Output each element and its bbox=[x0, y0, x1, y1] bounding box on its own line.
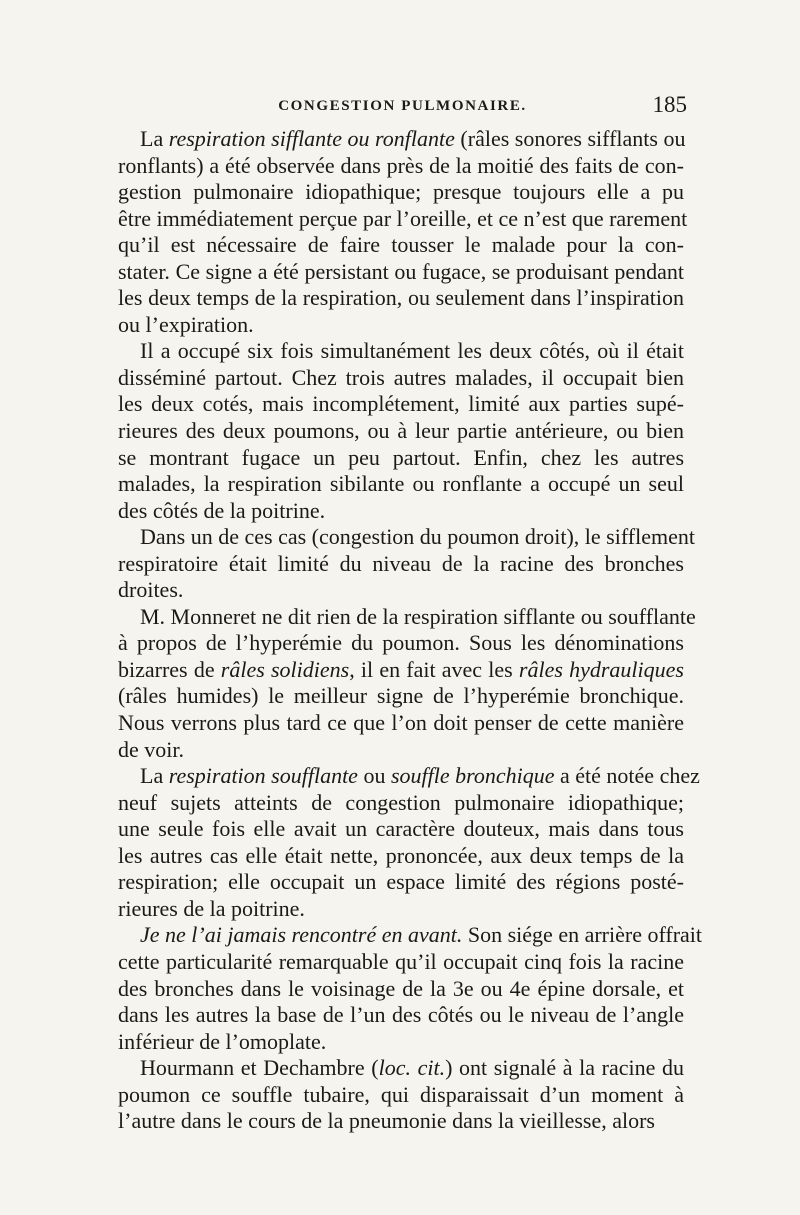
text-line bbox=[118, 524, 695, 551]
text-line bbox=[118, 737, 684, 764]
italic-segment: respiration sifflante ou ronflante bbox=[168, 126, 455, 151]
text-segment: a été notée chez bbox=[554, 763, 700, 789]
text-line bbox=[118, 1029, 684, 1056]
text-segment: bizarres de bbox=[118, 656, 221, 682]
paragraph bbox=[118, 524, 695, 604]
text-segment: , il en fait avec les bbox=[349, 656, 519, 682]
text-line bbox=[118, 577, 684, 604]
text-line bbox=[118, 1002, 684, 1029]
italic-segment: râles hydrauliques bbox=[518, 656, 684, 682]
text-segment: poumon ce souffle tubaire, qui disparaissait d’un moment à bbox=[118, 1081, 684, 1107]
text-segment: être immédiatement perçue par l’oreille, et ce n’est que rarement bbox=[118, 205, 688, 231]
text-segment: respiration; elle occupait un espace limité des régions posté- bbox=[118, 869, 684, 895]
text-line bbox=[118, 976, 684, 1003]
text-line bbox=[118, 179, 684, 206]
text-segment: disséminé partout. Chez trois autres malades, il occupait bien bbox=[118, 364, 684, 390]
text-segment: (râles humides) le meilleur signe de l’hyperémie bronchique. bbox=[118, 683, 684, 709]
text-segment: La bbox=[140, 126, 169, 151]
text-segment: cette particularité remarquable qu’il occupait cinq fois la racine bbox=[118, 948, 684, 974]
text-line bbox=[118, 869, 684, 896]
text-segment: des bronches dans le voisinage de la 3e ou 4e épine dorsale, et bbox=[118, 975, 684, 1001]
text-line bbox=[118, 338, 684, 365]
text-line bbox=[118, 153, 684, 180]
text-line bbox=[118, 1055, 684, 1082]
text-segment: respiratoire était limité du niveau de la racine des bronches bbox=[118, 550, 684, 576]
text-line bbox=[118, 498, 684, 525]
italic-segment: loc. cit. bbox=[378, 1055, 446, 1081]
text-segment: Dans un de ces cas (congestion du poumon droit), le sifflement bbox=[140, 524, 695, 550]
text-segment: des côtés de la poitrine. bbox=[118, 497, 326, 523]
text-segment: ou l’expiration. bbox=[118, 311, 254, 337]
text-line bbox=[118, 790, 684, 817]
text-segment: ronflants) a été observée dans près de la moitié des faits de con- bbox=[118, 152, 684, 178]
paragraph bbox=[118, 338, 684, 524]
text-segment: une seule fois elle avait un caractère douteux, mais dans tous bbox=[118, 816, 684, 842]
text-line bbox=[118, 922, 703, 949]
text-segment: les deux temps de la respiration, ou seulement dans l’inspiration bbox=[118, 285, 684, 311]
text-segment: dans les autres la base de l’un des côtés ou le niveau de l’angle bbox=[118, 1002, 684, 1028]
text-segment: Il a occupé six fois simultanément les deux côtés, où il était bbox=[140, 338, 684, 364]
paragraph bbox=[118, 763, 700, 922]
text-line bbox=[118, 1108, 684, 1135]
body-text bbox=[118, 126, 703, 1135]
text-line bbox=[118, 683, 684, 710]
text-segment: Nous verrons plus tard ce que l’on doit penser de cette manière bbox=[118, 710, 684, 736]
text-segment: neuf sujets atteints de congestion pulmonaire idiopathique; bbox=[118, 789, 684, 815]
text-line bbox=[118, 657, 684, 684]
text-segment: les deux cotés, mais incomplétement, limité aux parties supé- bbox=[118, 391, 684, 417]
text-segment: La bbox=[140, 763, 169, 789]
italic-segment: souffle bronchique bbox=[390, 763, 555, 789]
text-segment: se montrant fugace un peu partout. Enfin, chez les autres bbox=[118, 444, 684, 470]
italic-segment: respiration soufflante bbox=[168, 763, 358, 789]
text-line bbox=[118, 471, 684, 498]
text-segment: droites. bbox=[118, 577, 184, 603]
text-line bbox=[118, 763, 700, 790]
text-segment: qu’il est nécessaire de faire tousser le malade pour la con- bbox=[118, 232, 684, 258]
text-segment: M. Monneret ne dit rien de la respiration sifflante ou soufflante bbox=[140, 603, 696, 629]
paragraph bbox=[118, 126, 688, 338]
text-line bbox=[118, 896, 684, 923]
text-line bbox=[118, 843, 684, 870]
text-segment: à propos de l’hyperémie du poumon. Sous les dénominations bbox=[118, 630, 684, 656]
text-line bbox=[118, 312, 684, 339]
text-line bbox=[118, 1082, 684, 1109]
text-line bbox=[118, 949, 684, 976]
text-line bbox=[118, 816, 684, 843]
text-line bbox=[118, 630, 684, 657]
paragraph bbox=[118, 603, 696, 763]
text-line bbox=[118, 232, 684, 259]
text-line bbox=[118, 445, 684, 472]
text-segment: rieures de la poitrine. bbox=[118, 895, 305, 921]
text-segment: Son siége en arrière offrait bbox=[462, 922, 703, 948]
running-title: CONGESTION PULMONAIRE. bbox=[278, 98, 527, 114]
text-line bbox=[118, 365, 684, 392]
text-segment: Hourmann et Dechambre ( bbox=[140, 1055, 379, 1081]
italic-segment: Je ne l’ai jamais rencontré en avant. bbox=[140, 922, 463, 948]
paragraph bbox=[118, 922, 703, 1055]
text-segment: les autres cas elle était nette, prononcée, aux deux temps de la bbox=[118, 842, 684, 868]
text-segment: l’autre dans le cours de la pneumonie dans la vieillesse, alors bbox=[118, 1108, 655, 1134]
text-segment: ou bbox=[357, 763, 391, 789]
text-line bbox=[118, 391, 684, 418]
text-segment: inférieur de l’omoplate. bbox=[118, 1028, 327, 1054]
text-segment: (râles sonores sifflants ou bbox=[454, 126, 686, 151]
text-line bbox=[118, 205, 688, 233]
text-line bbox=[118, 551, 684, 578]
text-line bbox=[118, 126, 684, 153]
italic-segment: râles solidiens bbox=[220, 656, 350, 682]
text-line bbox=[118, 603, 696, 631]
page-number: 185 bbox=[652, 92, 687, 117]
text-segment: malades, la respiration sibilante ou ronflante a occupé un seul bbox=[118, 471, 684, 497]
page-header bbox=[118, 92, 687, 126]
text-line bbox=[118, 418, 684, 445]
text-segment: gestion pulmonaire idiopathique; presque toujours elle a pu bbox=[118, 179, 684, 205]
text-segment: rieures des deux poumons, ou à leur partie antérieure, ou bien bbox=[118, 418, 684, 444]
text-segment: ) ont signalé à la racine du bbox=[445, 1055, 684, 1081]
text-line bbox=[118, 285, 684, 312]
text-line bbox=[118, 710, 684, 737]
text-segment: stater. Ce signe a été persistant ou fugace, se produisant pendant bbox=[118, 258, 684, 284]
text-segment: de voir. bbox=[118, 736, 184, 762]
paragraph bbox=[118, 1055, 684, 1135]
text-line bbox=[118, 259, 684, 286]
